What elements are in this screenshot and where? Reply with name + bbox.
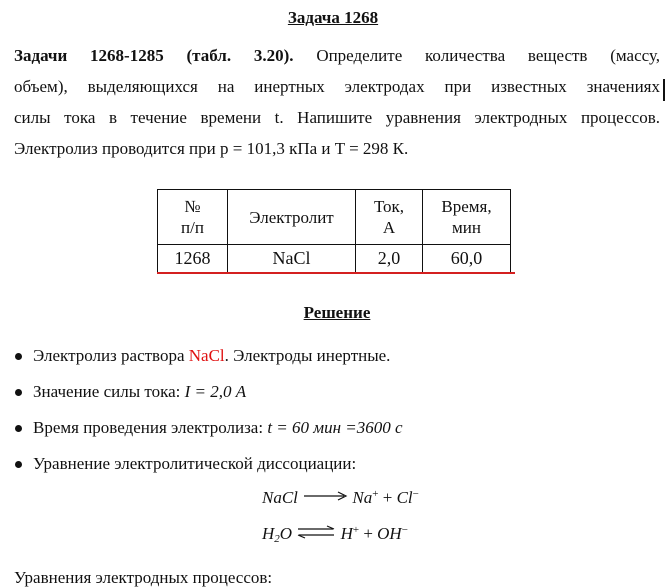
eq2-reactant-o: O [279,524,293,543]
statement-line-4: Электролиз проводится при p = 101,3 кПа и T = 298 К. [14,139,409,158]
dissociation-equation-water [262,524,408,545]
bullet-3-math: t = 60 мин =3600 с [267,418,403,437]
problem-statement [14,40,660,164]
header-current-l2: А [382,218,396,237]
header-current-l1: Ток, [373,197,405,216]
bullet-2-math: I = 2,0 А [184,382,247,401]
statement-line-2: объем), выделяющихся на инертных электродах при известных значениях [14,77,660,96]
header-electrolyte [228,190,356,245]
cell-number: 1268 [158,245,228,273]
bullet-1-suffix: . Электроды инертные. [224,346,391,365]
eq2-product-oh: OH [377,524,402,543]
eq1-charge-b: − [412,488,419,500]
header-time-l1: Время, [441,197,492,216]
eq2-subscript: 2 [274,533,280,545]
eq1-reactant: NaCl [262,488,298,507]
list-item [0,344,403,380]
table-red-underline [157,272,515,274]
bullet-1-prefix: Электролиз раствора [33,346,189,365]
eq1-product-a: Na [352,488,373,507]
equilibrium-arrow-icon [296,525,336,539]
header-time [423,190,511,245]
eq1-charge-a: + [372,488,379,500]
eq1-plus: + [378,488,397,507]
statement-line-3: силы тока в течение времени t. Напишите уравнения электродных процессов. [14,108,660,127]
electrode-processes-heading: Уравнения электродных процессов: [14,568,273,587]
problem-title: Задача 1268 [287,8,379,27]
eq2-plus: + [359,524,378,543]
list-item [0,380,403,416]
text-cursor [663,79,665,101]
eq1-product-b: Cl [396,488,413,507]
bullet-dot-icon [15,389,22,396]
bullet-dot-icon [15,353,22,360]
header-number-l1: № [184,197,201,216]
bullet-3-text: Время проведения электролиза: [33,418,268,437]
list-item [0,416,403,452]
cell-current: 2,0 [356,245,423,273]
header-current [356,190,423,245]
dissociation-equation-nacl [262,488,419,508]
header-time-l2: мин [452,218,481,237]
bullet-1-highlight: NaCl [188,346,225,365]
eq2-charge-oh: − [401,524,408,536]
eq2-charge-h: + [352,524,360,536]
cell-electrolyte: NaCl [228,245,356,273]
header-number [158,190,228,245]
table-row [158,245,511,273]
statement-bold-lead: Задачи 1268-1285 (табл. 3.20). [14,46,294,65]
list-item [0,452,403,488]
bullet-dot-icon [15,461,22,468]
header-number-l2: п/п [181,218,204,237]
eq2-reactant-h: H [262,524,275,543]
statement-line-1 [14,40,660,71]
statement-line-1-rest: Определите количества веществ (массу, [316,46,660,65]
eq2-product-h: H [340,524,353,543]
solution-title: Решение [303,303,371,322]
conditions-table [157,189,511,273]
bullet-2-text: Значение силы тока: [33,382,185,401]
right-arrow-icon [302,490,348,502]
solution-bullet-list [0,344,403,488]
header-electrolyte-l1: Электролит [249,207,334,227]
table-header-row [158,190,511,245]
bullet-dot-icon [15,425,22,432]
cell-time: 60,0 [423,245,511,273]
bullet-4-text: Уравнение электролитической диссоциации: [33,454,357,473]
